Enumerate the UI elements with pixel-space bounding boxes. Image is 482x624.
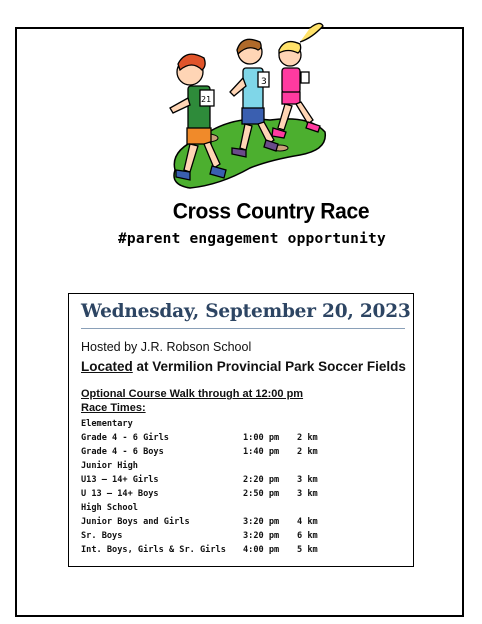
race-category: Grade 4 - 6 Girls [81, 433, 169, 443]
race-times-heading: Race Times: [81, 402, 146, 414]
race-row [81, 543, 411, 557]
location-name: at Vermilion Provincial Park Soccer Fields [132, 359, 406, 374]
race-distance: 3 km [297, 475, 318, 485]
race-category: Grade 4 - 6 Boys [81, 447, 164, 457]
race-time: 4:00 pm [243, 545, 280, 555]
race-time: 1:00 pm [243, 433, 280, 443]
race-distance: 3 km [297, 489, 318, 499]
course-walk: Optional Course Walk through at 12:00 pm [81, 388, 304, 400]
subtitle: #parent engagement opportunity [118, 231, 386, 247]
divider [81, 328, 405, 329]
race-category: Junior Boys and Girls [81, 517, 190, 527]
race-row [81, 501, 411, 515]
race-category: U13 – 14+ Girls [81, 475, 159, 485]
race-distance: 6 km [297, 531, 318, 541]
race-time: 2:20 pm [243, 475, 280, 485]
race-row [81, 445, 411, 459]
race-category: Int. Boys, Girls & Sr. Girls [81, 545, 226, 555]
race-times-list [81, 417, 411, 557]
race-category: Elementary [81, 419, 133, 429]
race-row [81, 431, 411, 445]
race-category: U 13 – 14+ Boys [81, 489, 159, 499]
race-distance: 5 km [297, 545, 318, 555]
race-category: High School [81, 503, 138, 513]
race-row [81, 487, 411, 501]
location-prefix: Located [81, 359, 133, 374]
race-row [81, 473, 411, 487]
race-distance: 2 km [297, 433, 318, 443]
race-distance: 2 km [297, 447, 318, 457]
bib-number-21: 21 [201, 95, 212, 104]
race-distance: 4 km [297, 517, 318, 527]
location [81, 359, 406, 374]
race-row [81, 417, 411, 431]
page-title: Cross Country Race [172, 199, 370, 224]
race-row [81, 529, 411, 543]
bib-number-3: 3 [261, 77, 267, 87]
race-row [81, 515, 411, 529]
event-details-box [68, 293, 414, 567]
race-category: Sr. Boys [81, 531, 123, 541]
race-time: 3:20 pm [243, 531, 280, 541]
race-time: 1:40 pm [243, 447, 280, 457]
event-date: Wednesday, September 20, 2023 [81, 301, 411, 322]
race-row [81, 459, 411, 473]
race-time: 2:50 pm [243, 489, 280, 499]
hosted-by: Hosted by J.R. Robson School [81, 340, 252, 354]
runners-illustration [160, 20, 330, 195]
race-time: 3:20 pm [243, 517, 280, 527]
race-category: Junior High [81, 461, 138, 471]
